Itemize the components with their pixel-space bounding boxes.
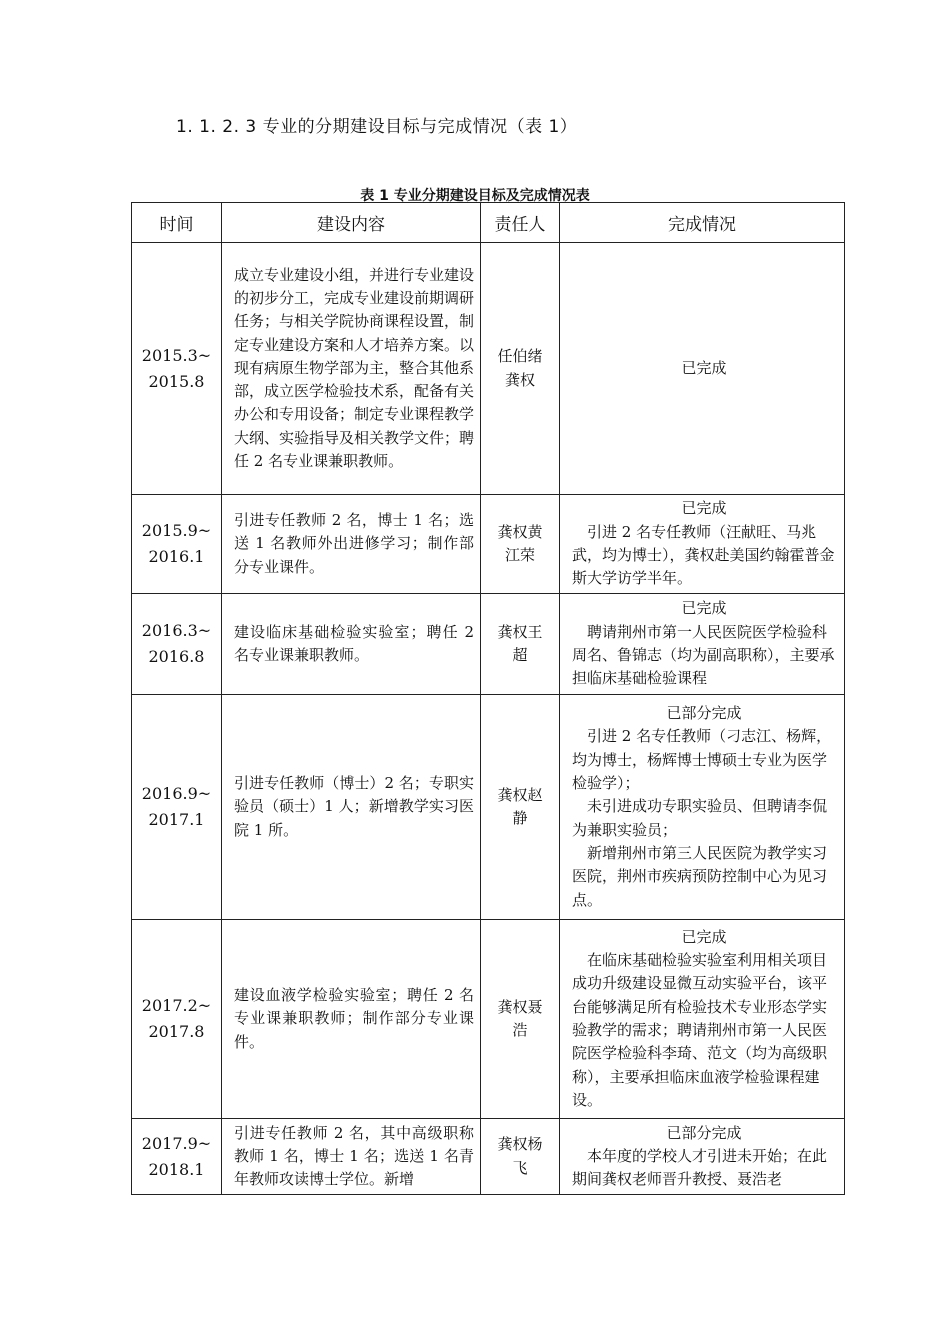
status-title: 已完成 [681,499,727,518]
table-row [132,920,845,1119]
time-cell [132,243,222,495]
time-end: 2018.1 [148,1159,205,1179]
status-line: 引进 2 名专任教师（汪献旺、马兆武，均为博士），龚权赴美国约翰霍普金斯大学访学半年。 [572,522,835,588]
status-cell [560,1119,845,1195]
column-header-content: 建设内容 [222,203,481,243]
status-title: 已部分完成 [666,1123,742,1142]
status-cell [560,594,845,695]
time-cell [132,920,222,1119]
owner-line: 龚权聂 [497,997,543,1016]
owner-line: 龚权黄 [497,522,543,541]
owner-line: 龚权 [504,370,535,389]
status-title: 已完成 [681,358,727,377]
column-header-status: 完成情况 [560,203,845,243]
status-line: 引进 2 名专任教师（刁志江、杨辉，均为博士，杨辉博士博硕士专业为医学检验学）； [572,727,832,793]
content-cell: 建设血液学检验实验室；聘任 2 名专业课兼职教师；制作部分专业课件。 [222,920,481,1119]
owner-cell [481,920,560,1119]
time-end: 2017.1 [148,810,205,829]
table-row [132,695,845,920]
time-cell [132,1119,222,1195]
status-title: 已部分完成 [666,704,742,723]
content-cell: 引进专任教师 2 名，其中高级职称教师 1 名，博士 1 名；选送 1 名青年教师攻读博士学位。新增 [222,1119,481,1195]
owner-line: 超 [512,646,528,664]
owner-line: 浩 [512,1021,528,1039]
owner-line: 龚权杨 [497,1135,543,1154]
time-end: 2015.8 [148,371,205,391]
owner-line: 静 [512,809,528,827]
owner-line: 龚权王 [497,622,543,641]
column-header-time: 时间 [132,203,222,243]
owner-line: 任伯绪 [497,347,543,366]
owner-cell [481,495,560,594]
content-cell: 引进专任教师（博士）2 名；专职实验员（硕士）1 人；新增教学实习医院 1 所。 [222,695,481,920]
time-start: 2015.9~ [141,521,212,540]
status-cell [560,695,845,920]
table-row [132,1119,845,1195]
time-cell [132,594,222,695]
section-heading: 1. 1. 2. 3 专业的分期建设目标与完成情况（表 1） [176,117,578,137]
owner-cell [481,594,560,695]
time-cell [132,695,222,920]
time-cell [132,495,222,594]
status-title: 已完成 [681,927,727,946]
status-cell [560,243,845,495]
time-end: 2016.8 [148,647,205,666]
time-start: 2015.3~ [141,345,212,365]
status-line: 本年度的学校人才引进未开始；在此期间龚权老师晋升教授、聂浩老 [572,1146,828,1189]
content-cell: 建设临床基础检验实验室；聘任 2 名专业课兼职教师。 [222,594,481,695]
column-header-owner: 责任人 [481,203,560,243]
time-start: 2017.9~ [141,1133,212,1153]
status-title: 已完成 [681,599,727,618]
owner-cell [481,1119,560,1195]
content-cell: 成立专业建设小组，并进行专业建设的初步分工，完成专业建设前期调研任务；与相关学院协商课程设置，制定专业建设方案和人才培养方案。以现有病原生物学部为主，整合其他系部，成立医学检验技术系，配备有关办公和专用设备；制定专业课程教学大纲、实验指导及相关教学文件；聘任 2 名专业课兼职教师。 [222,243,481,495]
owner-cell [481,695,560,920]
table-row [132,594,845,695]
time-start: 2016.9~ [141,784,212,803]
content-cell: 引进专任教师 2 名，博士 1 名；选送 1 名教师外出进修学习；制作部分专业课件。 [222,495,481,594]
status-line: 在临床基础检验实验室利用相关项目成功升级建设显微互动实验平台，该平台能够满足所有检验技术专业形态学实验教学的需求；聘请荆州市第一人民医院医学检验科李琦、范文（均为高级职称），主要承担临床血液学检验课程建设。 [572,951,828,1109]
owner-cell [481,243,560,495]
status-cell [560,920,845,1119]
table-row [132,495,845,594]
table-caption: 表 1 专业分期建设目标及完成情况表 [360,188,590,204]
status-line: 新增荆州市第三人民医院为教学实习医院，荆州市疾病预防控制中心为见习点。 [572,843,828,909]
time-start: 2017.2~ [141,996,212,1015]
table-header-row [132,203,845,243]
table-row [132,243,845,495]
construction-plan-table [131,202,845,1195]
time-start: 2016.3~ [141,621,212,640]
status-cell [560,495,845,594]
time-end: 2017.8 [148,1022,205,1041]
status-line: 未引进成功专职实验员、但聘请李侃为兼职实验员； [572,797,828,839]
owner-line: 飞 [512,1158,528,1177]
owner-line: 江荣 [504,546,535,564]
time-end: 2016.1 [148,547,205,566]
status-line: 聘请荆州市第一人民医院医学检验科周名、鲁锦志（均为副高职称），主要承担临床基础检验课程 [572,622,835,688]
owner-line: 龚权赵 [497,785,543,804]
